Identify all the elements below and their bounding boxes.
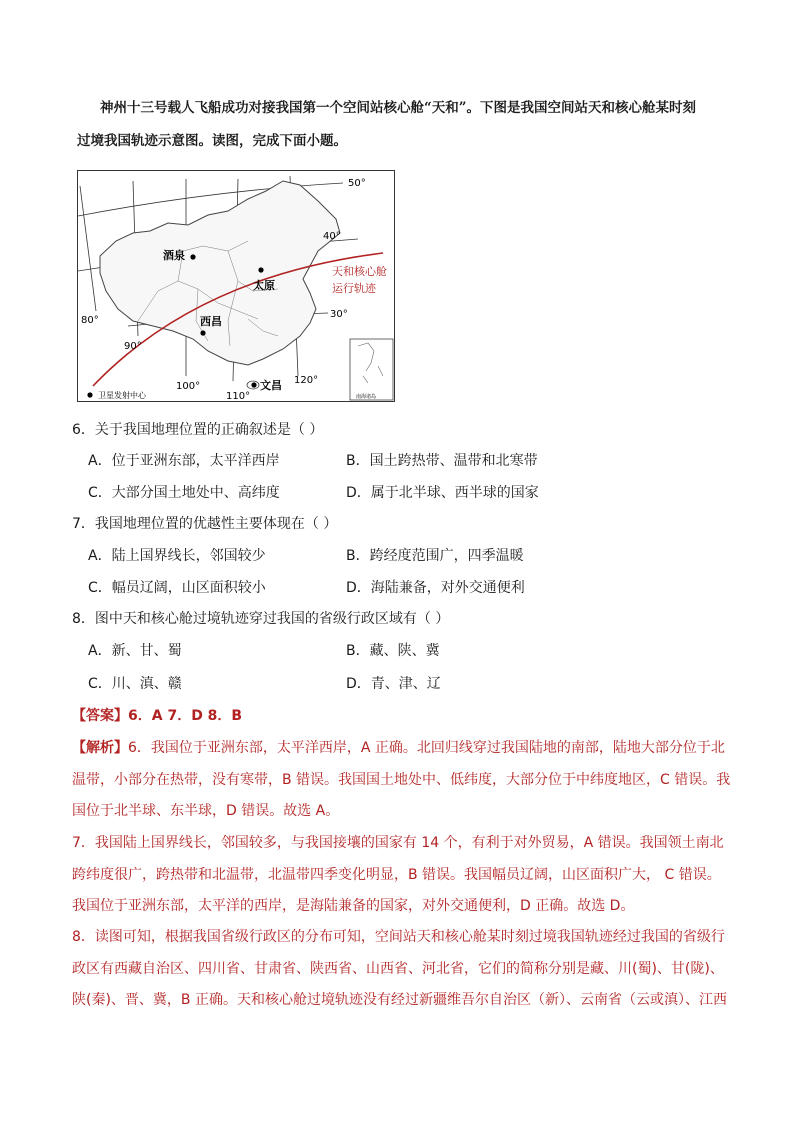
answer-text: 6．A 7．D 8．B <box>128 708 243 724</box>
question-7-stem: 7．我国地理位置的优越性主要体现在（ ） <box>72 516 338 532</box>
analysis-q8-line: 政区有西藏自治区、四川省、甘肃省、陕西省、山西省、河北省，它们的简称分别是藏、川(蜀)、甘(陇)、 <box>72 960 724 977</box>
map-figure <box>78 171 394 401</box>
city-label: 文昌 <box>260 379 282 392</box>
analysis-q7-line: 跨纬度很广，跨热带和北温带，北温带四季变化明显，B 错误。我国幅员辽阔，山区面积广大， C 错误。 <box>72 866 721 883</box>
question-8-stem: 8．图中天和核心舱过境轨迹穿过我国的省级行政区域有（ ） <box>72 611 450 627</box>
q7-option-b: B．跨经度范围广，四季温暖 <box>346 548 524 564</box>
analysis-q7-line: 我国位于亚洲东部，太平洋的西岸，是海陆兼备的国家，对外交通便利，D 正确。故选 D。 <box>72 898 635 914</box>
lon-label: 90° <box>124 341 142 352</box>
q6-option-c: C．大部分国土地处中、高纬度 <box>88 485 280 501</box>
lat-label: 50° <box>348 178 366 189</box>
china-outline <box>100 181 340 365</box>
analysis-q7 <box>72 828 726 923</box>
lon-label: 80° <box>81 315 99 326</box>
lon-label: 100° <box>176 381 201 392</box>
q7-option-c: C．幅员辽阔，山区面积较小 <box>88 580 266 596</box>
q8-option-b: B．藏、陕、冀 <box>346 643 440 659</box>
analysis-label: 【解析】 <box>72 740 128 756</box>
analysis-q6-line: 温带，小部分在热带，没有寒带，B 错误。我国国土地处中、低纬度，大部分位于中纬度地区，C 错误。我 <box>72 771 731 788</box>
lat-label: 30° <box>330 309 348 320</box>
q6-option-d: D．属于北半球、西半球的国家 <box>346 485 539 501</box>
q7-option-d: D．海陆兼备，对外交通便利 <box>346 580 525 596</box>
china-orbit-map <box>77 170 395 402</box>
analysis-q8-line: 陕(秦)、晋、冀，B 正确。天和核心舱过境轨迹没有经过新疆维吾尔自治区（新）、云南省（云或滇）、江西 <box>72 992 727 1008</box>
analysis-q8 <box>72 922 726 1017</box>
question-6-stem: 6．关于我国地理位置的正确叙述是（ ） <box>72 422 324 438</box>
lat-label: 40° <box>323 231 341 242</box>
city-label: 酒泉 <box>163 249 185 262</box>
answer-label: 【答案】 <box>72 708 128 724</box>
xichang-dot <box>200 330 205 335</box>
wenchang-dot <box>251 382 256 387</box>
lon-label: 120° <box>294 375 319 386</box>
intro-line-1: 神州十三号载人飞船成功对接我国第一个空间站核心舱“天和”。下图是我国空间站天和核心舱某时刻 <box>100 100 697 116</box>
taiyuan-dot <box>258 267 263 272</box>
analysis-q7-line: 7．我国陆上国界线长，邻国较多，与我国接壤的国家有 14 个，有利于对外贸易，A 错误。我国领土南北 <box>72 835 724 851</box>
legend-label: 卫星发射中心 <box>98 391 146 400</box>
q7-option-a: A．陆上国界线长，邻国较少 <box>88 548 266 564</box>
q8-option-d: D．青、津、辽 <box>346 676 441 692</box>
longitude-line <box>80 186 96 311</box>
city-label: 太原 <box>253 279 275 292</box>
q6-option-b: B．国土跨热带、温带和北寒带 <box>346 453 538 469</box>
q8-option-c: C．川、滇、赣 <box>88 676 182 692</box>
lon-label: 110° <box>226 391 251 401</box>
answer-line <box>72 706 242 726</box>
intro-line-2: 过境我国轨迹示意图。读图，完成下面小题。 <box>77 133 347 149</box>
analysis-q6 <box>72 733 731 828</box>
city-label: 西昌 <box>200 315 222 328</box>
orbit-label: 天和核心舱 <box>332 265 387 278</box>
analysis-q6-line: 6．我国位于亚洲东部，太平洋西岸，A 正确。北回归线穿过我国陆地的南部，陆地大部分位于北 <box>128 740 725 756</box>
legend-dot <box>87 392 92 397</box>
jiuquan-dot <box>190 254 195 259</box>
inset-label: 南海诸岛 <box>356 394 377 400</box>
q6-option-a: A．位于亚洲东部，太平洋西岸 <box>88 453 280 469</box>
analysis-q8-line: 8．读图可知，根据我国省级行政区的分布可知，空间站天和核心舱某时刻过境我国轨迹经过我国的省级行 <box>72 929 725 945</box>
q8-option-a: A．新、甘、蜀 <box>88 643 182 659</box>
orbit-label: 运行轨迹 <box>332 282 376 295</box>
analysis-q6-line: 国位于北半球、东半球，D 错误。故选 A。 <box>72 803 340 819</box>
